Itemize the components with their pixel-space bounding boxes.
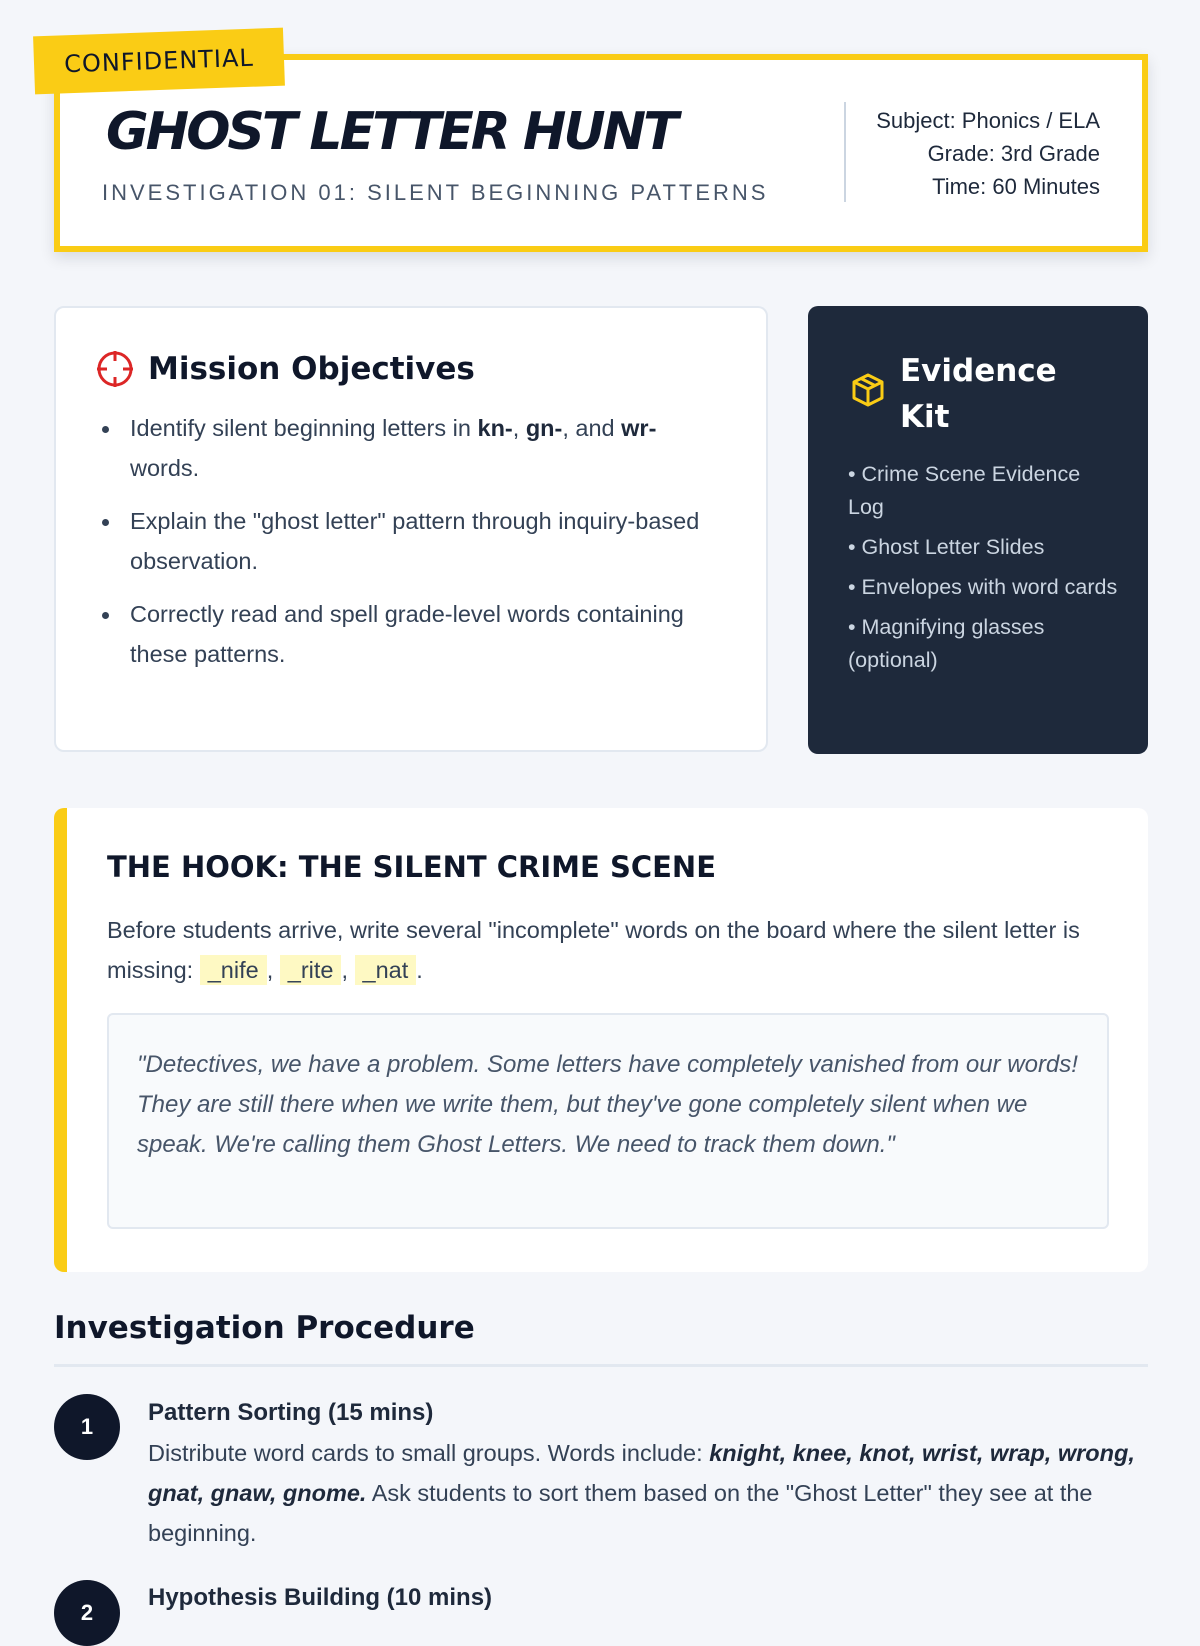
procedure-title: Investigation Procedure (54, 1310, 475, 1346)
header-divider (844, 102, 846, 202)
missing-word: _nife (200, 955, 267, 985)
confidential-stamp: CONFIDENTIAL (33, 28, 285, 95)
evidence-kit-card (808, 306, 1148, 754)
missing-word: _nat (355, 955, 417, 985)
objectives-header (96, 350, 475, 388)
step-heading: Hypothesis Building (10 mins) (148, 1584, 493, 1611)
list-item: Explain the "ghost letter" pattern through inquiry-based observation. (100, 501, 730, 581)
page-subtitle: INVESTIGATION 01: SILENT BEGINNING PATTERNS (102, 180, 769, 205)
step-body: Distribute word cards to small groups. Words include: knight, knee, knot, wrist, wrap, wrong, gnat, gnaw, gnome. Ask students to sort them based on the "Ghost Letter" they see at the beginning. (148, 1440, 1135, 1546)
hook-section (54, 808, 1148, 1272)
mission-objectives-card (54, 306, 768, 752)
lesson-meta (876, 104, 1100, 203)
crosshair-icon (96, 350, 134, 388)
list-item: • Ghost Letter Slides (848, 535, 1045, 559)
step-number: 1 (54, 1394, 120, 1460)
list-item: • Envelopes with word cards (848, 575, 1118, 599)
objectives-title: Mission Objectives (148, 351, 475, 387)
list-item: • Magnifying glasses (optional) (848, 615, 1045, 672)
objectives-list (100, 408, 730, 687)
hook-text: Before students arrive, write several "incomplete" words on the board where the silent letter is missing: _nife , _rite , _nat . (107, 917, 1080, 983)
hook-title: THE HOOK: THE SILENT CRIME SCENE (107, 850, 716, 884)
hook-quote: "Detectives, we have a problem. Some letters have completely vanished from our words! They are still there when we write them, but they've gone completely silent when we speak. We're calling them Ghost Letters. We need to track them down." (107, 1013, 1109, 1229)
step-heading: Pattern Sorting (15 mins) (148, 1399, 434, 1426)
page-title: GHOST LETTER HUNT (106, 102, 676, 162)
evidence-kit-list (848, 458, 1118, 684)
missing-word: _rite (280, 955, 342, 985)
list-item: • Crime Scene Evidence Log (848, 462, 1081, 519)
step-number: 2 (54, 1580, 120, 1646)
meta-subject: Subject: Phonics / ELA (876, 108, 1100, 133)
evidence-kit-title: Evidence Kit (900, 353, 1057, 435)
meta-time: Time: 60 Minutes (932, 174, 1100, 199)
meta-grade: Grade: 3rd Grade (927, 141, 1100, 166)
list-item: Identify silent beginning letters in kn-, gn-, and wr- words. (100, 408, 730, 488)
package-icon (850, 372, 886, 408)
list-item: Correctly read and spell grade-level words containing these patterns. (100, 594, 730, 674)
procedure-divider (54, 1364, 1148, 1367)
